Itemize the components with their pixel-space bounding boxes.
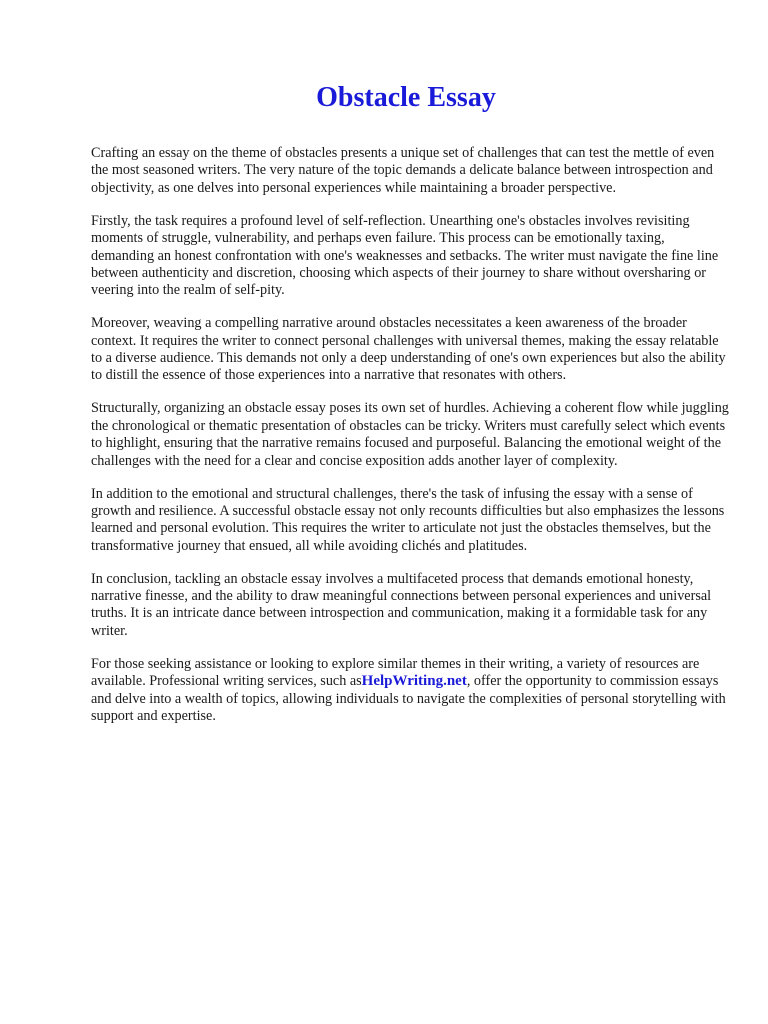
helpwriting-link[interactable]: HelpWriting.net xyxy=(361,673,467,690)
paragraph-growth: In addition to the emotional and structural challenges, there's the task of infusing the essay with a sense of growth and resilience. A successful obstacle essay not only recounts difficulties but also emphasizes the lessons learned and personal evolution. This requires the writer to articulate not just the obstacles themselves, but the transformative journey that ensued, all while avoiding clichés and platitudes. xyxy=(91,485,725,554)
resources-text-after: , offer the opportunity to commission essays and delve into a wealth of topics, allowing individuals to navigate the complexities of personal storytelling with support and expertise. xyxy=(91,673,726,724)
paragraph-self-reflection: Firstly, the task requires a profound level of self-reflection. Unearthing one's obstacles involves revisiting moments of struggle, vulnerability, and perhaps even failure. This process can be emotionally taxing, demanding an honest confrontation with one's weaknesses and setbacks. The writer must navigate the fine line between authenticity and discretion, choosing which aspects of their journey to share without oversharing or veering into the realm of self-pity. xyxy=(91,212,719,299)
paragraph-structure: Structurally, organizing an obstacle essay poses its own set of hurdles. Achieving a coherent flow while juggling the chronological or thematic presentation of obstacles can be tricky. Writers must carefully select which events to highlight, ensuring that the narrative remains focused and purposeful. Balancing the emotional weight of the challenges with the need for a clear and concise exposition adds another layer of complexity. xyxy=(91,400,729,469)
paragraph-narrative: Moreover, weaving a compelling narrative around obstacles necessitates a keen awareness of the broader context. It requires the writer to connect personal challenges with universal themes, making the essay relatable to a diverse audience. This demands not only a deep understanding of one's own experiences but also the ability to distill the essence of those experiences into a narrative that resonates with others. xyxy=(91,315,726,384)
resources-text-before: For those seeking assistance or looking to explore similar themes in their writing, a variety of resources are available. Professional writing services, such as xyxy=(91,655,700,690)
paragraph-resources xyxy=(91,656,731,726)
paragraph-intro: Crafting an essay on the theme of obstacles presents a unique set of challenges that can test the mettle of even the most seasoned writers. The very nature of the topic demands a delicate balance between introspection and objectivity, as one delves into personal experiences while maintaining a broader perspective. xyxy=(91,145,715,196)
essay-body xyxy=(91,145,731,741)
page-title: Obstacle Essay xyxy=(316,82,496,113)
paragraph-conclusion: In conclusion, tackling an obstacle essay involves a multifaceted process that demands emotional honesty, narrative finesse, and the ability to draw meaningful connections between personal experiences and universal truths. It is an intricate dance between introspection and communication, making it a formidable task for any writer. xyxy=(91,570,712,639)
